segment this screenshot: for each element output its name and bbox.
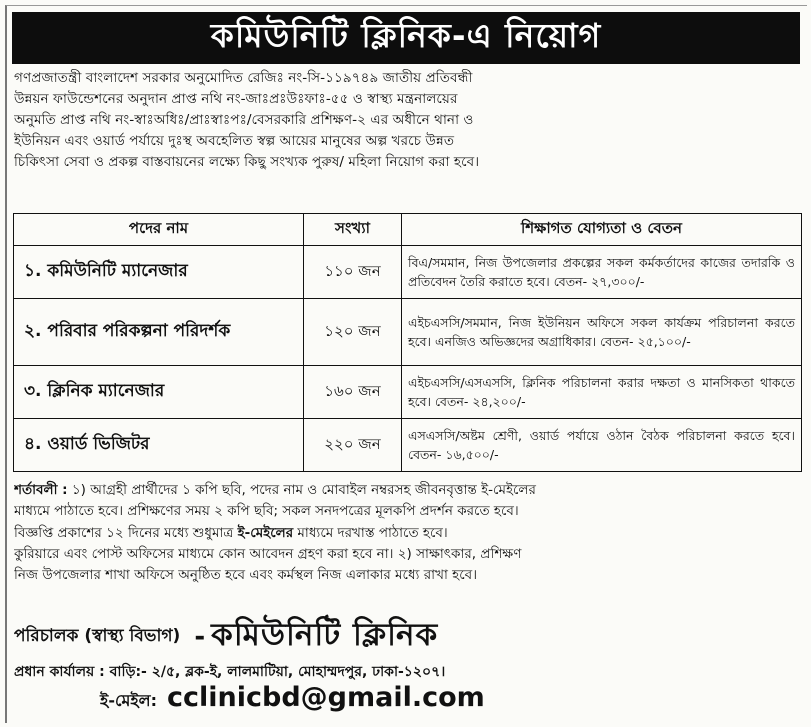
post-qualification: এইচএসসি/এসএসসি, ক্লিনিক পরিচালনা করার দক্ষতা ও মানসিকতা থাকতে হবে। বেতন- ২৪,২০০/- bbox=[402, 366, 802, 419]
terms-email-emphasis: ই-মেইলের bbox=[237, 524, 294, 541]
email-address[interactable]: cclinicbd@gmail.com bbox=[166, 682, 485, 713]
positions-table bbox=[13, 213, 802, 472]
intro-line: উন্নয়ন ফাউন্ডেশনের অনুদান প্রাপ্ত নথি নং-জাঃপ্রঃউঃফাঃ-৫৫ ও স্বাস্থ্য মন্ত্রনালয়ের bbox=[14, 91, 458, 107]
post-count: ১১০ জন bbox=[304, 246, 402, 299]
intro-line: অনুমতি প্রাপ্ত নথি নং-স্বাঃঅধিঃ/প্রাঃস্বাঃপঃ/বেসরকারি প্রশিক্ষণ-২ এর অধীনে থানা ও bbox=[14, 112, 474, 128]
intro-paragraph bbox=[14, 68, 800, 173]
post-qualification: এইচএসসি/সমমান, নিজ ইউনিয়ন অফিসে সকল কার্যক্রম পরিচালনা করতে হবে। এনজিও অভিজ্ঞদের অগ্রাধিকার। বেতন- ২৫,১০০/- bbox=[402, 299, 802, 366]
head-office-address: প্রধান কার্যালয় : বাড়ি:- ২/৫, ব্লক-ই, লালমাটিয়া, মোহাম্মদপুর, ঢাকা-১২০৭। bbox=[14, 664, 446, 680]
table-row bbox=[14, 419, 802, 472]
separator-dash: - bbox=[194, 622, 206, 652]
terms-line: কুরিয়ারে এবং পোস্ট অফিসের মাধ্যমে কোন আবেদন গ্রহণ করা হবে না। ২) সাক্ষাৎকার, প্রশিক্ষণ bbox=[14, 545, 522, 562]
terms-line: নিজ উপজেলার শাখা অফিসে অনুষ্ঠিত হবে এবং কর্মস্থল নিজ এলাকার মধ্যে রাখা হবে। bbox=[14, 567, 478, 584]
table-row bbox=[14, 366, 802, 419]
post-count: ২২০ জন bbox=[304, 419, 402, 472]
terms-text: বিজ্ঞপ্তি প্রকাশের ১২ দিনের মধ্যে শুধুমাত্র bbox=[14, 524, 238, 541]
post-qualification: বিএ/সমমান, নিজ উপজেলার প্রকল্পের সকল কর্মকর্তাদের কাজের তদারকি ও প্রতিবেদন তৈরি করাতে হবে। বেতন- ২৭,৩০০/- bbox=[402, 246, 802, 299]
terms-text: ১) আগ্রহী প্রার্থীদের ১ কপি ছবি, পদের নাম ও মোবাইল নম্বরসহ জীবনবৃত্তান্ত ই-মেইলের bbox=[67, 482, 536, 498]
table-row bbox=[14, 246, 802, 299]
email-row bbox=[100, 682, 800, 715]
terms-line: মাধ্যমে পাঠাতে হবে। প্রশিক্ষণের সময় ২ কপি ছবি; সকল সনদপত্রের মূলকপি প্রদর্শন করতে হবে। bbox=[14, 503, 519, 520]
table-row bbox=[14, 299, 802, 366]
post-name: ১. কমিউনিটি ম্যানেজার bbox=[14, 246, 304, 299]
terms-label: শর্তাবলী : bbox=[14, 482, 68, 498]
header-post: পদের নাম bbox=[14, 214, 304, 246]
notice-title: কমিউনিটি ক্লিনিক-এ নিয়োগ bbox=[12, 12, 800, 64]
header-qualification: শিক্ষাগত যোগ্যতা ও বেতন bbox=[402, 214, 802, 246]
post-name: ২. পরিবার পরিকল্পনা পরিদর্শক bbox=[14, 299, 304, 366]
director-title: পরিচালক (স্বাস্থ্য বিভাগ) bbox=[14, 626, 181, 646]
post-name: ৩. ক্লিনিক ম্যানেজার bbox=[14, 366, 304, 419]
terms-line bbox=[14, 523, 800, 544]
table-header-row bbox=[14, 214, 802, 246]
header-count: সংখ্যা bbox=[304, 214, 402, 246]
post-qualification: এসএসসি/অষ্টম শ্রেণী, ওয়ার্ড পর্যায়ে ওঠান বৈঠক পরিচালনা করতে হবে। বেতন- ১৬,৫০০/- bbox=[402, 419, 802, 472]
post-count: ১২০ জন bbox=[304, 299, 402, 366]
organization-name: কমিউনিটি ক্লিনিক bbox=[211, 617, 439, 653]
intro-line: চিকিৎসা সেবা ও প্রকল্প বাস্তবায়নের লক্ষ্যে কিছু সংখ্যক পুরুষ/ মহিলা নিয়োগ করা হবে। bbox=[14, 154, 480, 170]
signature-row bbox=[14, 615, 800, 659]
terms-line bbox=[14, 480, 800, 501]
intro-line: গণপ্রজাতন্ত্রী বাংলাদেশ সরকার অনুমোদিত রেজিঃ নং-সি-১১৯৭৪৯ জাতীয় প্রতিবন্ধী bbox=[14, 70, 473, 86]
intro-line: ইউনিয়ন এবং ওয়ার্ড পর্যায়ে দুঃস্থ অবহেলিত স্বল্প আয়ের মানুষের অল্প খরচে উন্নত bbox=[14, 133, 455, 149]
terms-section bbox=[14, 480, 800, 586]
terms-text: মাধ্যমে দরখাস্ত পাঠাতে হবে। bbox=[293, 524, 448, 541]
post-name: ৪. ওয়ার্ড ভিজিটর bbox=[14, 419, 304, 472]
email-label: ই-মেইল: bbox=[100, 691, 157, 710]
post-count: ১৬০ জন bbox=[304, 366, 402, 419]
